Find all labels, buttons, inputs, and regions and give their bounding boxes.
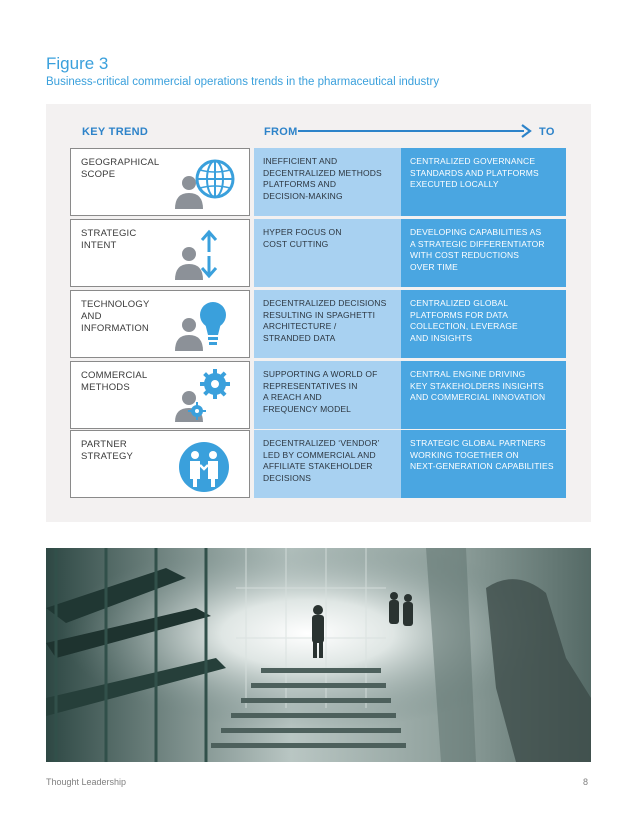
- page-number: 8: [583, 777, 589, 787]
- key-trend-cell: [70, 430, 250, 498]
- trend-row-technology-information: [70, 290, 566, 358]
- footer-publication: Thought Leadership: [46, 777, 127, 787]
- person-arrows-icon: [171, 226, 241, 282]
- from-cell: [254, 361, 401, 429]
- handshake-icon: [171, 437, 241, 493]
- key-trend-cell: [70, 219, 250, 287]
- from-text: SUPPORTING A WORLD OF REPRESENTATIVES IN A REACH AND FREQUENCY MODEL: [263, 369, 378, 414]
- key-trend-label: COMMERCIAL METHODS: [81, 370, 148, 393]
- arrow-right-icon: [520, 124, 532, 138]
- figure-subtitle: Business-critical commercial operations trends in the pharmaceutical industry: [46, 76, 440, 88]
- from-text: INEFFICIENT AND DECENTRALIZED METHODS PLATFORMS AND DECISION-MAKING: [263, 156, 382, 201]
- trend-row-partner-strategy: [70, 430, 566, 498]
- office-staircase-photo: [46, 548, 591, 762]
- header-to: TO: [539, 126, 555, 138]
- trend-row-geographical-scope: [70, 148, 566, 216]
- from-cell: [254, 290, 401, 358]
- from-text: DECENTRALIZED ‘VENDOR’ LED BY COMMERCIAL AND AFFILIATE STAKEHOLDER DECISIONS: [263, 438, 380, 483]
- key-trend-label: TECHNOLOGY AND INFORMATION: [81, 299, 150, 334]
- from-text: HYPER FOCUS ON COST CUTTING: [263, 227, 342, 249]
- person-globe-icon: [171, 155, 241, 211]
- trend-row-strategic-intent: [70, 219, 566, 287]
- to-text: CENTRALIZED GOVERNANCE STANDARDS AND PLATFORMS EXECUTED LOCALLY: [410, 156, 539, 190]
- key-trend-cell: [70, 361, 250, 429]
- to-cell: [401, 290, 566, 358]
- to-cell: [401, 430, 566, 498]
- person-gears-icon: [171, 368, 241, 424]
- person-lightbulb-icon: [171, 297, 241, 353]
- to-cell: [401, 361, 566, 429]
- from-text: DECENTRALIZED DECISIONS RESULTING IN SPAGHETTI ARCHITECTURE / STRANDED DATA: [263, 298, 387, 343]
- from-cell: [254, 219, 401, 287]
- header-key-trend: KEY TREND: [82, 126, 149, 138]
- to-text: CENTRAL ENGINE DRIVING KEY STAKEHOLDERS INSIGHTS AND COMMERCIAL INNOVATION: [410, 369, 546, 403]
- from-cell: [254, 148, 401, 216]
- key-trend-cell: [70, 148, 250, 216]
- from-cell: [254, 430, 401, 498]
- to-text: DEVELOPING CAPABILITIES AS A STRATEGIC DIFFERENTIATOR WITH COST REDUCTIONS OVER TIME: [410, 227, 545, 272]
- key-trend-label: STRATEGIC INTENT: [81, 228, 137, 251]
- key-trend-label: PARTNER STRATEGY: [81, 439, 134, 462]
- key-trend-cell: [70, 290, 250, 358]
- trend-row-commercial-methods: [70, 361, 566, 429]
- header-from: FROM: [264, 126, 298, 138]
- figure-title: Figure 3: [46, 54, 109, 73]
- to-text: CENTRALIZED GLOBAL PLATFORMS FOR DATA COLLECTION, LEVERAGE AND INSIGHTS: [410, 298, 518, 343]
- to-cell: [401, 148, 566, 216]
- to-cell: [401, 219, 566, 287]
- to-text: STRATEGIC GLOBAL PARTNERS WORKING TOGETHER ON NEXT-GENERATION CAPABILITIES: [410, 438, 554, 472]
- from-to-arrow-line: [298, 130, 524, 132]
- key-trend-label: GEOGRAPHICAL SCOPE: [81, 157, 160, 180]
